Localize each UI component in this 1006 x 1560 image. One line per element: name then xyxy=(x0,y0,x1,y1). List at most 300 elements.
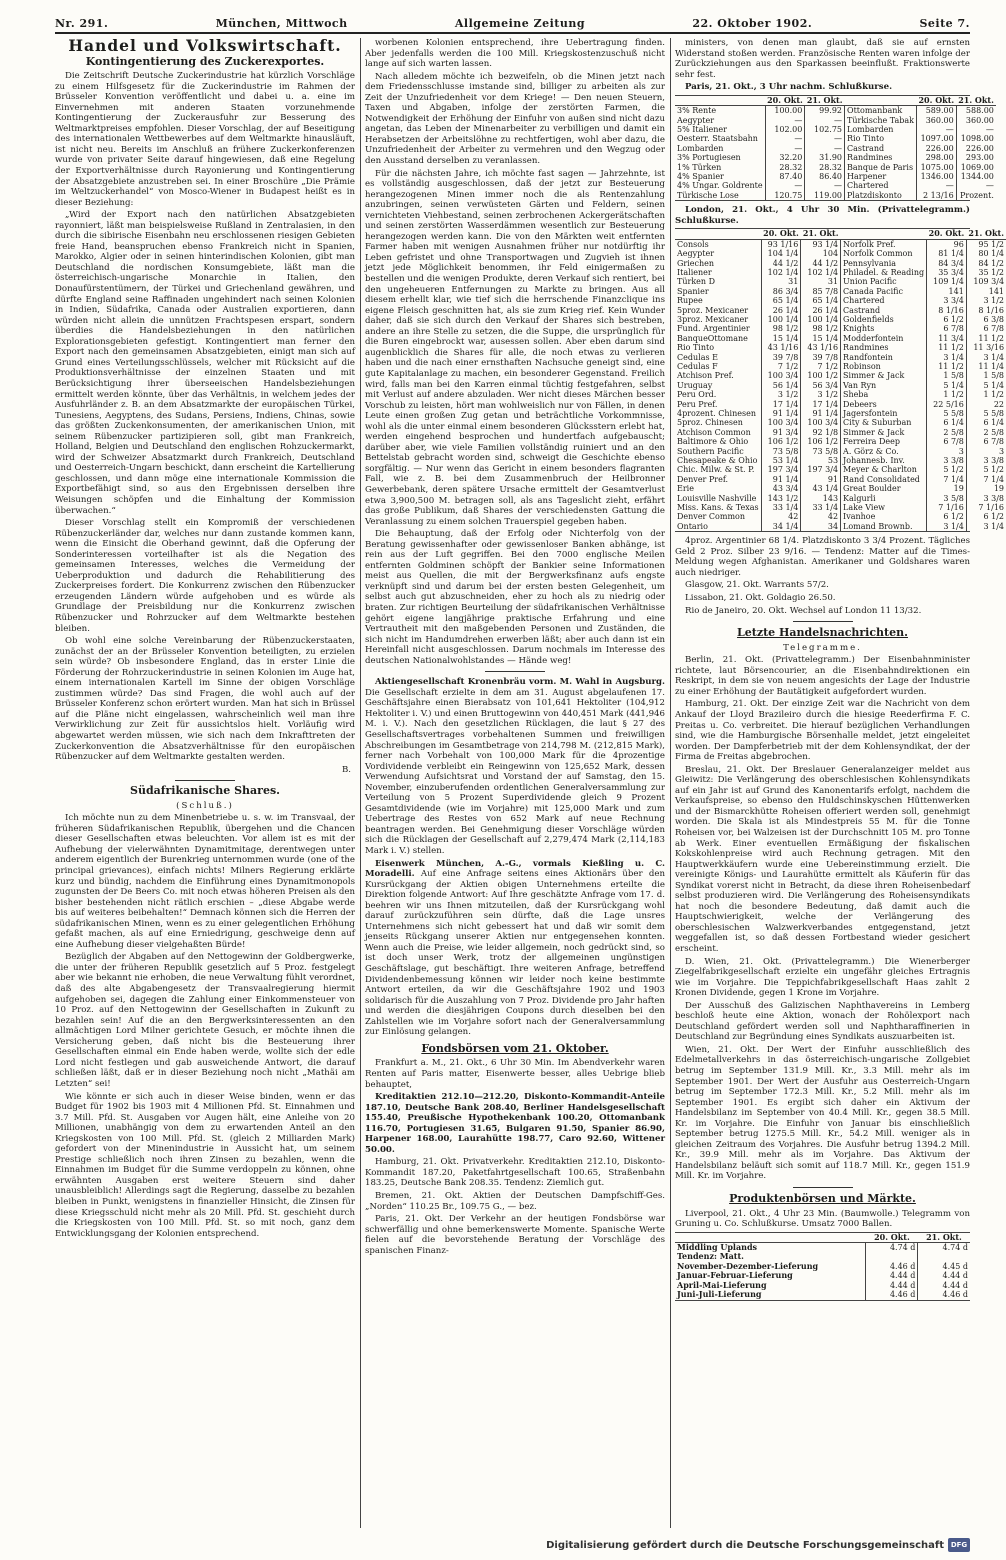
company-notice xyxy=(365,677,665,856)
article-title: Fondsbörsen vom 21. Oktober. xyxy=(421,1041,609,1055)
table-cell: Harpener xyxy=(845,172,917,181)
table-cell: 80 1/4 xyxy=(966,249,1006,258)
table-cell: 43 1/16 xyxy=(761,343,801,352)
article-body xyxy=(365,38,665,666)
paragraph: D. Wien, 21. Okt. (Privattelegramm.) Die Wienerberger Ziegelfabrikgesellschaft erzielte ein ungefähr gleiches Ertragnis wie im Vorjahre. Die Teppichfabrikgesellschaft Haas zahlt 2 Kronen Dividende, gegen 1 Krone im Vorjahre. xyxy=(675,956,970,999)
table-cell: 85 7/8 xyxy=(801,287,841,296)
table-cell: Türkische Lose xyxy=(677,190,739,200)
table-cell: 3 1/4 xyxy=(927,353,967,362)
table-cell: Denver Common xyxy=(677,512,745,522)
table-cell: 102.75 xyxy=(805,125,845,134)
column-header: 21. Okt. xyxy=(802,228,839,239)
notice-text: Auf eine Anfrage seitens eines Aktionärs über den Kursrückgang der Aktien obigen Unternehmens erteilte die Direktion folgende Antwort: Auf Ihre geschätzte Anfrage vom 17. d. beehren wir uns Ihnen mitzuteilen, daß der Kursrückgang wohl darauf zurückzuführen sein dürfte, daß die Lage unsres Unternehmens sich nicht gebessert hat und daß wir somit dem jenseits Rückgang unserer Aktien nur entgegensehen konnten. Wenn auch die Preise, wie leider allgemein, noch gedrückt sind, so ist doch unser Werk, trotz der allgemeinen ungünstigen Geschäftslage, gut beschäftigt. Ihre weiteren Anfrage, betreffend Dividendenbemessung können wir leider noch keine bestimmte Antwort erteilen, da wir die Geschäftsjahre 1902 und 1903 solidarisch für die Auszahlung von 7 Proz. Dividende pro Jahr haften und werden die diesjährigen Coupons durch dieselben bei den Zahlstellen wie im Vorjahre sofort nach der Generalversammlung zur Einlösung gelangen. xyxy=(365,869,665,1038)
table-cell: Januar-Februar-Lieferung xyxy=(677,1270,793,1281)
table-cell: 84 1/2 xyxy=(966,259,1006,268)
article-body xyxy=(55,813,355,1239)
market-report: Rio de Janeiro, 20. Okt. Wechsel auf London 11 13/32. xyxy=(685,605,922,616)
article-title: Kontingentierung des Zuckerexportes. xyxy=(85,54,325,68)
table-cell: Meyer & Charlton xyxy=(841,465,927,474)
table-row xyxy=(675,287,1006,296)
table-cell: 44 1/2 xyxy=(761,259,801,268)
table-cell: 73 5/8 xyxy=(801,447,841,456)
paragraph: Ob wohl eine solche Vereinbarung der Rübenzuckerstaaten, zunächst der an der Brüsseler Konvention beteiligten, zu erzielen sein würde? Ob insbesondere England, das in erster Linie die Förderung der Rohrzuckerindustrie in seinen Kolonien im Auge hat, einem internationalen Kartell im Sinne der obigen Vorschläge zustimmen würde? Das sind Fragen, die wohl auch auf der Brüsseler Konferenz schon erörtert wurden. Man hat sich in Brüssel auf die Pläne nicht eingelassen, wahrscheinlich weil man ihre Verwirklichung zur Zeit für aussichtslos hielt. Vorläufig wird abgewartet werden müssen, wie sich nach dem Inkrafttreten der Zuckerkonvention die Absatzverhältnisse für den europäischen Rübenzucker auf dem Weltmarkte gestalten werden. xyxy=(55,636,355,763)
table-cell: Southern Pacific xyxy=(677,446,744,456)
article-body xyxy=(55,71,355,763)
table-cell: 4.44 d xyxy=(918,1281,970,1290)
table-cell: 11 1/2 xyxy=(927,343,967,352)
table-row xyxy=(675,484,1006,493)
table-cell: 26 1/4 xyxy=(761,306,801,315)
table-cell: Peru Pref. xyxy=(677,399,718,409)
paragraph: Nach alledem möchte ich bezweifeln, ob die Minen jetzt nach dem Friedensschlusse imstande sind, billiger zu arbeiten als zur Zeit der Unzufriedenheit vor dem Kriege! — Den neuen Steuern, Taxen und Abgaben, infolge der zerstörten Farmen, die Notwendigkeit der Erhöhung der Einfuhr von außen sind nicht dazu angetan, das Leben der Minenarbeiter zu verbilligen und damit ein Herabsetzen der Arbeitslöhne zu rechtfertigen, wohl aber dazu, die Unzufriedenheit der Arbeiter zu vermehren und den Wegzug oder den Ausstand derselben zu veranlassen. xyxy=(365,71,665,167)
table-cell: 81 1/4 xyxy=(927,249,967,258)
table-cell: Chartered xyxy=(845,181,917,190)
table-cell: 3 1/2 xyxy=(966,296,1006,305)
table-cell: 1069.00 xyxy=(956,163,996,172)
article-title: Letzte Handelsnachrichten. xyxy=(737,626,908,640)
table-cell: 32.20 xyxy=(765,153,805,162)
table-cell: 141 xyxy=(966,287,1006,296)
table-cell: 84 3/4 xyxy=(927,259,967,268)
table-cell: 5% Italiener xyxy=(677,124,727,134)
paper-name: Allgemeine Zeitung xyxy=(454,17,586,30)
table-cell: 6 7/8 xyxy=(966,324,1006,333)
table-cell: Lombarden xyxy=(677,143,724,153)
table-cell: 96 xyxy=(927,239,967,249)
table-cell: 360.00 xyxy=(956,116,996,125)
table-row xyxy=(675,334,1006,343)
table-cell: 298.00 xyxy=(916,153,956,162)
table-cell: 109 1/4 xyxy=(927,277,967,286)
table-cell: Chartered xyxy=(841,296,927,305)
table-cell: 4.74 d xyxy=(866,1243,918,1253)
table-cell: 22 xyxy=(966,400,1006,409)
table-cell: 143 1/2 xyxy=(761,494,801,503)
table-cell xyxy=(866,1252,918,1261)
table-row xyxy=(675,268,1006,277)
table-row xyxy=(675,296,1006,305)
cotton-quotes-table xyxy=(675,1232,970,1301)
table-cell: 19 xyxy=(966,484,1006,493)
table-cell: 33 1/4 xyxy=(801,503,841,512)
table-cell: — xyxy=(765,116,805,125)
table-cell: 3 3/8 xyxy=(966,494,1006,503)
table-cell: Oesterr. Staatsbahn xyxy=(677,134,758,144)
table-cell: Rand Consolidated xyxy=(841,475,927,484)
table-cell: 7 1/2 xyxy=(801,362,841,371)
masthead xyxy=(55,14,970,34)
table-cell: 31.90 xyxy=(805,153,845,162)
table-row xyxy=(675,428,1006,437)
table-cell: 3 3/8 xyxy=(966,456,1006,465)
table-row xyxy=(675,390,1006,399)
table-row xyxy=(675,343,1006,352)
table-cell: 1344.00 xyxy=(956,172,996,181)
paragraph: Bezüglich der Abgaben auf den Nettogewinn der Goldbergwerke, die unter der früheren Republik gesetzlich auf 5 Proz. festgelegt aber wie bekannt nie erhoben, die neue Verwaltung fühlt verordnet, daß des alte Abgabengesetz der Transvaalregierung hiermit aufgehoben sei, dagegen die Zahlung einer Einkommensteuer von 10 Proz. auf den Nettogewinn der Gesellschaften in Zukunft zu bezahlen sein! Auf die an den Bergwerksinteressenten an den allmächtigen Lord Milner gerichtete Gesuch, er möchte ihnen die Versicherung geben, daß nicht bis die Besteuerung ihrer Gesellschaften einmal ein Ende haben werde, wollte sich der edle Lord nicht festlegen und gab ausweichende Antwort, die darauf schließen läßt, daß er in dieser Beziehung noch nicht „Mathäi am Letzten“ sei! xyxy=(55,952,355,1089)
table-cell: November-Dezember-Lieferung xyxy=(677,1260,819,1271)
exchange-heading: London, 21. Okt., 4 Uhr 30 Min. (Privattelegramm.) Schlußkurse. xyxy=(675,205,970,226)
divider xyxy=(485,671,545,672)
table-row xyxy=(675,315,1006,324)
table-cell: 11 3/16 xyxy=(966,343,1006,352)
table-cell: 7 1/4 xyxy=(927,475,967,484)
table-header-row xyxy=(675,96,996,106)
table-cell: Robinson xyxy=(841,362,927,371)
table-cell: Middling Uplands xyxy=(677,1242,758,1253)
table-cell: 4.44 d xyxy=(866,1281,918,1290)
table-cell: Juni-Juli-Lieferung xyxy=(677,1289,762,1300)
table-cell: Randmines xyxy=(845,153,917,162)
table-row xyxy=(675,371,1006,380)
table-cell: 293.00 xyxy=(956,153,996,162)
table-cell: 6 1/2 xyxy=(927,512,967,521)
article-body xyxy=(675,655,970,1182)
table-cell: 19 xyxy=(927,484,967,493)
table-cell: 7 1/16 xyxy=(927,503,967,512)
table-cell: 1 1/2 xyxy=(927,390,967,399)
exchange-heading: Paris, 21. Okt., 3 Uhr nachm. Schlußkurse. xyxy=(685,82,893,93)
table-row xyxy=(675,353,1006,362)
column-rule xyxy=(360,38,361,1528)
table-cell: Rio Tinto xyxy=(845,134,917,143)
notice-text: Die Gesellschaft erzielte in dem am 31. August abgelaufenen 17. Geschäftsjahre einen Bierabsatz von 101,641 Hektoliter (104,912 Hektoliter i. V.) und einen Bruttogewinn von 440,451 Mark (441,946 M. i. V.). Nach den gesetzlichen Rücklagen, die laut § 27 des Gesellschaftsvertrages vorbehaltenen Summen und freiwilligen Abschreibungen im Gesamtbetrage von 214,798 M. (212,815 Mark), ferner nach Vorbehalt von 100,000 Mark für die 4prozentige Vordividende verbleibt ein Reingewinn von 125,652 Mark, dessen Verwendung Aufsichtsrat und Vorstand der auf Samstag, den 15. November, einzuberufenden ordentlichen Generalversammlung zur Verteilung von 5 Prozent Superdividende gleich 9 Prozent Gesamtdividende (wie im Vorjahre) mit 125,000 Mark und zum Uebertrage des Restes von 652 Mark auf neue Rechnung beantragen werden. Bei Genehmigung dieser Vorschläge würden sich die Rücklagen der Gesellschaft auf 2,279,474 Mark (2,114,183 Mark i. V.) stellen. xyxy=(365,687,665,857)
table-row xyxy=(675,172,996,181)
table-cell: Simmer & Jack xyxy=(841,371,927,380)
table-cell: Chesapeake & Ohio xyxy=(677,456,758,466)
table-cell: 3 xyxy=(927,447,967,456)
table-cell: — xyxy=(765,144,805,153)
table-cell: 3 3/4 xyxy=(927,296,967,305)
table-row xyxy=(675,400,1006,409)
table-cell: 6 1/2 xyxy=(927,315,967,324)
table-cell: 65 1/4 xyxy=(761,296,801,305)
table-cell: 34 1/4 xyxy=(761,522,801,531)
column-3 xyxy=(675,38,1005,1528)
table-row xyxy=(675,239,1006,249)
table-cell: 39 7/8 xyxy=(761,353,801,362)
table-cell: 6 3/8 xyxy=(966,315,1006,324)
table-header-row xyxy=(675,1233,970,1243)
table-cell: 17 1/4 xyxy=(801,400,841,409)
table-cell: 100 3/4 xyxy=(761,371,801,380)
table-cell: Erie xyxy=(677,484,694,494)
table-row xyxy=(675,144,996,153)
table-row xyxy=(675,494,1006,503)
table-cell: — xyxy=(956,181,996,190)
paris-quotes-table xyxy=(675,94,994,201)
digitization-footer xyxy=(546,1538,970,1552)
table-cell: Jagersfontein xyxy=(841,409,927,418)
table-cell: 3% Rente xyxy=(677,106,717,116)
table-row xyxy=(675,437,1006,446)
table-cell: Lombarden xyxy=(845,125,917,134)
table-cell: 6 7/8 xyxy=(966,437,1006,446)
table-cell: Rio Tinto xyxy=(677,343,715,353)
table-cell: 5 1/2 xyxy=(927,465,967,474)
table-cell: 197 3/4 xyxy=(801,465,841,474)
table-cell: Johannesb. Inv. xyxy=(841,456,927,465)
market-report: Glasgow, 21. Okt. Warrants 57/2. xyxy=(685,580,829,591)
table-cell: Türkische Tabak xyxy=(845,116,917,125)
table-cell: 53 1/4 xyxy=(761,456,801,465)
table-cell: 589.00 xyxy=(916,106,956,116)
table-cell: 93 1/4 xyxy=(801,239,841,249)
table-row xyxy=(675,409,1006,418)
notice-title: Aktiengesellschaft Kronenbräu vorm. M. Wahl in Augsburg. xyxy=(375,677,665,688)
table-cell: Miss. Kans. & Texas xyxy=(677,503,759,513)
table-cell: 22 5/16 xyxy=(927,400,967,409)
table-cell: Consols xyxy=(677,239,709,249)
table-cell: 92 1/8 xyxy=(801,428,841,437)
table-cell: Modderfontein xyxy=(841,334,927,343)
table-cell: 4.44 d xyxy=(918,1271,970,1280)
column-header: 20. Okt. xyxy=(866,1233,918,1243)
table-cell: 5proz. Chinesen xyxy=(677,418,743,428)
table-cell: 102 1/4 xyxy=(801,268,841,277)
article-subtitle: Telegramme. xyxy=(783,642,862,653)
table-cell: Rupee xyxy=(677,296,703,306)
table-cell: Norfolk Pref. xyxy=(841,239,927,249)
table-cell: Simmer & Jack xyxy=(841,428,927,437)
table-cell: Spanier xyxy=(677,286,709,296)
table-cell: 1% Türken xyxy=(677,162,722,172)
table-cell: Randmines xyxy=(841,343,927,352)
table-cell: Atchison Pref. xyxy=(677,371,734,381)
table-cell: Lomand Brownb. xyxy=(841,522,927,531)
column-header: 21. Okt. xyxy=(806,94,843,105)
table-row xyxy=(675,181,996,190)
table-cell: Baltimore & Ohio xyxy=(677,437,749,447)
table-cell: 91 1/4 xyxy=(761,475,801,484)
table-cell: 33 1/4 xyxy=(761,503,801,512)
table-cell: 102 1/4 xyxy=(761,268,801,277)
market-report: Lissabon, 21. Okt. Goldagio 26.50. xyxy=(685,593,836,604)
table-cell: 26 1/4 xyxy=(801,306,841,315)
table-cell: 5 5/8 xyxy=(927,409,967,418)
table-cell: Louisville Nashville xyxy=(677,493,757,503)
column-1 xyxy=(55,38,355,1528)
table-row xyxy=(675,125,996,134)
paragraph: Der Ausschuß des Galizischen Naphthavereins in Lemberg beschloß heute eine Aktion, wonach der Rohölexport nach Deutschland gefördert werden soll und Naphtharaffinerien in Deutschland zur Begründung eines Syndikats auszuarbeiten ist. xyxy=(675,1000,970,1043)
table-cell: 143 xyxy=(801,494,841,503)
table-cell: 35 1/2 xyxy=(966,268,1006,277)
table-row xyxy=(675,134,996,143)
table-cell: 3 xyxy=(966,447,1006,456)
table-cell: 99.92 xyxy=(805,106,845,116)
table-cell xyxy=(918,1252,970,1261)
table-cell: Banque de Paris xyxy=(845,163,917,172)
dfg-logo-icon: DFG xyxy=(948,1538,970,1552)
table-cell: 3 1/2 xyxy=(801,390,841,399)
table-cell: 5 5/8 xyxy=(966,409,1006,418)
table-cell: 93 1/16 xyxy=(761,239,801,249)
table-cell: 226.00 xyxy=(956,144,996,153)
article-title: Produktenbörsen und Märkte. xyxy=(729,1192,916,1206)
table-cell: 3 3/8 xyxy=(927,456,967,465)
table-cell: — xyxy=(805,134,845,143)
table-cell: 39 7/8 xyxy=(801,353,841,362)
table-cell: A. Görz & Co. xyxy=(841,447,927,456)
table-cell: 15 1/4 xyxy=(801,334,841,343)
table-cell: 1097.00 xyxy=(916,134,956,143)
table-row xyxy=(675,512,1006,521)
paragraph: Wie könnte er sich auch in dieser Weise binden, wenn er das Budget für 1902 bis 1903 mit 4 Millionen Pfd. St. Einnahmen und 3.7 Mill. Pfd. St. Ausgaben vor Augen hält, eine Anleihe von 20 Millionen, unabhängig von dem zu erwartenden Anteil an den Kriegskosten von 100 Mill. Pfd. St. (gleich 2 Milliarden Mark) gefordert von der Minenindustrie in Aussicht hat, um seinem Prestige schließlich noch ihren Zinsen zu bezahlen, wenn die Einnahmen im Budget für die Summe verdoppeln zu können, ohne erwähnten Ausgaben erst weitere Steuern sind daher unausbleiblich! Allerdings sagt die Regierung, dasselbe zu bezahlen bleiben in Punkt, wenigstens in finanzieller Hinsicht, die Zinsen für diese Kriegsschuld nicht mehr als 20 Mill. Pfd. St. geschieht durch die Kriegskosten von 100 Mill. Pfd. St. so mit noch, ganz dem Entwicklungsgang der Kolonien entsprechend. xyxy=(55,1091,355,1239)
table-cell: Canada Pacific xyxy=(841,287,927,296)
table-cell: 5 1/4 xyxy=(927,381,967,390)
table-cell: Platzdiskonto xyxy=(845,191,917,200)
table-cell: Sheba xyxy=(841,390,927,399)
table-cell: Prozent. xyxy=(956,191,996,200)
table-cell: 106 1/2 xyxy=(801,437,841,446)
section-title: Handel und Volkswirtschaft. xyxy=(68,36,342,55)
column-header: 21. Okt. xyxy=(958,94,994,105)
table-cell: 28.32 xyxy=(765,163,805,172)
table-row xyxy=(675,191,996,200)
table-cell: — xyxy=(916,181,956,190)
table-cell: — xyxy=(805,144,845,153)
table-cell: 4.46 d xyxy=(866,1262,918,1271)
table-cell: 5 1/2 xyxy=(966,465,1006,474)
table-cell: 17 1/4 xyxy=(761,400,801,409)
table-cell: — xyxy=(805,181,845,190)
table-header-row xyxy=(675,229,1006,239)
column-header: 20. Okt. xyxy=(918,94,955,105)
table-cell: 56 1/4 xyxy=(761,381,801,390)
table-cell: 28.32 xyxy=(805,163,845,172)
table-cell: Aegypter xyxy=(677,249,715,259)
table-cell: 100 3/4 xyxy=(761,418,801,427)
divider xyxy=(793,1187,853,1188)
table-row xyxy=(675,249,1006,258)
table-cell: 1098.00 xyxy=(956,134,996,143)
table-row xyxy=(675,503,1006,512)
issue-date: 22. Oktober 1902. xyxy=(692,17,813,30)
table-cell: 31 xyxy=(801,277,841,286)
market-report: Bremen, 21. Okt. Aktien der Deutschen Dampfschiff-Ges. „Norden“ 110.25 Br., 109.75 G., — bez. xyxy=(365,1190,665,1212)
paragraph: Berlin, 21. Okt. (Privattelegramm.) Der Eisenbahnminister richtete, laut Börsencourier, an die Eisenbahndirektionen ein Reskript, in dem sie von neuem angesichts der Lage der Industrie zu einer Erhöhung der Bautätigkeit aufgefordert wurden. xyxy=(675,655,970,697)
issue-number: Nr. 291. xyxy=(55,17,109,30)
table-cell: 226.00 xyxy=(916,144,956,153)
table-cell: — xyxy=(765,181,805,190)
table-cell: 44 1/2 xyxy=(801,259,841,268)
table-cell: 6 1/2 xyxy=(966,512,1006,521)
table-cell: 4.46 d xyxy=(918,1290,970,1299)
column-2 xyxy=(365,38,665,1528)
table-cell: 98 1/2 xyxy=(801,324,841,333)
table-cell: 56 3/4 xyxy=(801,381,841,390)
table-cell: 7 1/4 xyxy=(966,475,1006,484)
table-cell: 3 1/4 xyxy=(927,522,967,531)
table-cell: 4.74 d xyxy=(918,1243,970,1253)
table-cell: Atchison Common xyxy=(677,427,751,437)
table-cell: Knights xyxy=(841,324,927,333)
table-cell: 6 7/8 xyxy=(927,324,967,333)
table-cell: 91 3/4 xyxy=(761,428,801,437)
table-row xyxy=(675,324,1006,333)
table-cell: 2 13/16 xyxy=(916,191,956,200)
table-cell: 120.75 xyxy=(765,191,805,200)
table-cell: 34 xyxy=(801,522,841,531)
paragraph: Für die nächsten Jahre, ich möchte fast sagen — Jahrzehnte, ist es vollständig ausgeschlossen, daß der jetzt zur Besteuerung herangezogenen Minen immer noch die als Rentenzahlung anzubringen, seinen verwüsteten Gärten und Feldern, seinen vernichteten Viehbestand, seinen zerbrochenen Ackergerätschaften und seinen zerstörten Wasserdämmen wesentlich zur Besteuerung herangezogen werden kann. Die von den Märkten weit entfernten Farmer haben mit wenigen Ausnahmen früher nur notdürftig ihr Leben gefristet und ohne Transportwagen und Zugvieh ist ihnen jetzt jede Möglichkeit benommen, ihr Feld einigermaßen zu bestellen und die wenigen Produkte, deren Verkauf sich rentiert, bei den ungeheueren Entfernungen zu Markte zu bringen. Aus all diesem erhellt klar, wie tief sich die herrschende Finanzclique ins eigene Fleisch geschnitten hat, als sie zum Krieg rief. Kein Wunder daher, daß sie sich durch den Verkauf der Shares sich bestreben, andere an ihre Stelle zu setzen, die die Suppe, die ursprünglich für die Buren eingebrockt war, ausessen sollen. Aber eben darum sind augenblicklich die Shares für alle, die noch etwas zu verlieren haben und die nach einer ernsthaften Nachsuche geneigt sind, eine gute Kapitalanlage zu machen, ein besonderer Gegenstand. Freilich wird, falls man bei den Karren einmal tüchtig festgefahren, selbst mit Verlust auf andere abzuladen. Wer nicht dieses Märchen besser Vorschub zu leisten, hört man wohlweislich nur von Fällen, in denen Leute einen großen Zug getan und beträchtliche Vorkommnisse, wohl als die unter einmal einem besonderen Glücksstern erlebt hat, werden eingehend besprochen und hundertfach aufgebauscht; darüber aber, wie viele Familien vollständig ruiniert und an den Bettelstab gebracht worden sind, schweigt die Geschichte ebenso sorgfältig. — Nur wenn das Gericht in einem besonders flagranten Fall, wie z. B. bei dem Zusammenbruch der Heilbronner Gewerbebank, deren spätere Ursache ermittelt der Gesamtverlust etwa 3,900,500 M. betragen soll, als ans Tageslicht zieht, erfährt das große Publikum, daß Shares der verschiedensten Gattung die Veranlassung zu einem solchen Trauerspiel gegeben haben. xyxy=(365,168,665,527)
table-cell: 35 3/4 xyxy=(927,268,967,277)
table-cell: 4prozent. Chinesen xyxy=(677,409,756,419)
table-cell: 100.00 xyxy=(765,106,805,116)
table-cell: 6 1/4 xyxy=(927,418,967,427)
market-report: 4proz. Argentinier 68 1/4. Platzdiskonto 3 3/4 Prozent. Tägliches Geld 2 Proz. Silber 23 9/16. — Tendenz: Matter auf die Times-Meldung wegen Afghanistan. Amerikaner und Goldshares waren auch niedriger. xyxy=(675,536,970,578)
table-cell: Ivanhoe xyxy=(841,512,927,521)
place-day: München, Mittwoch xyxy=(215,17,348,30)
paragraph: Die Behauptung, daß der Erfolg oder Nichterfolg von der Beratung gewissenhafter oder gewissenloser Banken abhänge, ist rein aus der Luft gegriffen. Bei den 7000 englische Meilen entfernten Goldminen schöpft der Bankier seine Informationen meist aus Quellen, die mit der Bergwerksfinanz aufs engste verknüpft sind und darum bei der ersten besten Gelegenheit, um selbst auch gut abzuschneiden, eher zu hoch als zu niedrig oder braten. Zur richtigen Beurteilung der südafrikanischen Verhältnisse gehört eigene langjährige praktische Erfahrung und eine Vertrautheit mit den maßgebenden Personen und Zuständen, die sich nicht im Handumdrehen erwerben läßt; aber auch dann ist ein Hereinfall nicht ausgeschlossen. Darum nochmals im Interesse des deutschen Nationalwohlstandes — Hände weg! xyxy=(365,529,665,666)
table-cell: Philadel. & Reading xyxy=(841,268,927,277)
table-cell: 11 1/2 xyxy=(966,334,1006,343)
table-cell: Uruguay xyxy=(677,380,713,390)
table-cell: 104 xyxy=(801,249,841,258)
table-row xyxy=(675,362,1006,371)
column-header: 20. Okt. xyxy=(767,94,803,105)
table-cell: 2 5/8 xyxy=(966,428,1006,437)
market-quotes: Kreditaktien 212.10—212.20, Diskonto-Kommandit-Anteile 187.10, Deutsche Bank 208.40, Berliner Handelsgesellschaft 155.40, Preußische Hypothekenbank 100.20, Ottomanbank 116.70, Portugiesen 31.65, Bulgaren 91.50, Spanier 86.90, Harpener 168.00, Laurahütte 198.77, Caro 92.60, Wittener 50.00. xyxy=(365,1092,665,1155)
table-cell: Ottomanbank xyxy=(845,106,917,116)
market-report: Hamburg, 21. Okt. Privatverkehr. Kreditaktien 212.10, Diskonto-Kommandit 187.20, Paketfahrtgesellschaft 100.65, Straßenbahn 183.25, Deutsche Bank 208.35. Tendenz: Ziemlich gut. xyxy=(365,1157,665,1189)
table-cell: 43 1/4 xyxy=(801,484,841,493)
table-cell: 100 1/4 xyxy=(801,315,841,324)
table-cell: 1 5/8 xyxy=(966,371,1006,380)
table-cell: 3proz. Mexicaner xyxy=(677,314,749,324)
table-cell: 11 1/4 xyxy=(966,362,1006,371)
table-cell: Cedulas E xyxy=(677,352,718,362)
table-cell: 86.40 xyxy=(805,172,845,181)
table-cell: 3 1/4 xyxy=(966,353,1006,362)
column-rule xyxy=(670,38,671,1528)
table-row xyxy=(675,418,1006,427)
market-report: Liverpool, 21. Okt., 4 Uhr 23 Min. (Baumwolle.) Telegramm von Gruning u. Co. Schlußkurse. Umsatz 7000 Ballen. xyxy=(675,1208,970,1230)
table-cell: 95 1/2 xyxy=(966,239,1006,249)
table-cell: 7 1/2 xyxy=(761,362,801,371)
table-cell: 42 xyxy=(761,512,801,521)
table-cell: 65 1/4 xyxy=(801,296,841,305)
table-cell: 91 1/4 xyxy=(761,409,801,418)
divider xyxy=(175,780,235,781)
table-row xyxy=(675,306,1006,315)
table-cell: Union Pacific xyxy=(841,277,927,286)
table-cell: 100 1/2 xyxy=(801,371,841,380)
table-cell: 1 5/8 xyxy=(927,371,967,380)
table-cell: 197 3/4 xyxy=(761,465,801,474)
table-cell: 588.00 xyxy=(956,106,996,116)
table-cell: 6 7/8 xyxy=(927,437,967,446)
column-header: 21. Okt. xyxy=(968,228,1005,239)
page-number: Seite 7. xyxy=(919,17,970,30)
table-cell: 73 5/8 xyxy=(761,447,801,456)
table-cell: — xyxy=(956,125,996,134)
article-subtitle: (Schluß.) xyxy=(176,800,234,811)
table-cell: Ferreira Deep xyxy=(841,437,927,446)
paragraph: Breslau, 21. Okt. Der Breslauer Generalanzeiger meldet aus Gleiwitz: Die Verlängerung des oberschlesischen Kohlensyndikats auf ein Jahr ist auf Grund des Kanonentarifs erfolgt, nachdem die Verkaufspreise, so ebenso den Huldschinskyschen Hüttenwerken und der Bismarckhütte Roheisen offeriert werden soll, genehmigt worden. Die Skala ist als Mindestpreis 55 M. für die Tonne Roheisen vor, bei Walzeisen ist der Durchschnitt 105 M. pro Tonne ab Werk. Einer eventuellen Ermäßigung der fiskalischen Kokskohlenpreise wird auch Rechnung getragen. Mit den Hauptwerkkäufern wurde eine Uebereinstimmung erzielt. Die vereinigte Königs- und Laurahütte ermittelt als Käuferin für das Syndikat vorerst nicht in Betracht, da diese ihren Roheisenbedarf selbst produzieren wird. Die Verlängerung des Roheisensyndikats hat noch die besondere Bedeutung, daß damit auch die Hauptschwierigkeit, welche der Verlängerung des oberschlesischen Walzwerkverbandes entgegenstand, jetzt weggefallen ist, so daß dessen Fortbestand wieder gesichert erscheint. xyxy=(675,764,970,954)
table-cell: Castrand xyxy=(845,144,917,153)
table-cell: 1346.00 xyxy=(916,172,956,181)
paragraph: „Wird der Export nach den natürlichen Absatzgebieten rayonniert, läßt man beispielsweise Rußland in Zentralasien, in den durch die sibirische Eisenbahn neu erschlossenen riesigen Gebieten freie Hand, beanspruchen ebenso Frankreich nicht in Spanien, Marokko, Algier oder in seinen hinterindischen Kolonien, gibt man Deutschland die nordischen Konsumgebiete, läßt man die österreichisch-ungarische Monarchie in Italien, den Donaufürstentümern, der Türkei und Griechenland gewähren, und dürfte England seine Raffinaden ungehindert nach seinen Kolonien in Indien, Südafrika, Canada oder Australien exportieren, dann würden nicht allein die unnützen Frachtspesen erspart, sondern überdies die Handelsbeziehungen in den natürlichen Explorationsgebieten gefestigt. Kontingentiert man ferner den Export nach den gemeinsamen Absatzgebieten, einigt man sich auf Grund eines Verteilungsschlüssels, welcher mit Rücksicht auf die Produktionsverhältnisse der einzelnen Staaten und mit Berücksichtigung ihrer überseeischen Handelsbeziehungen ermittelt werden könnte, über das Verhältnis, in welchem jedes der Ausfuhrländer z. B. an dem Absatzmarkte der europäischen Türkei, Tunesiens, Aegyptens, des Sudans, Persiens, Indiens, Chinas, sowie das größten Zuckenkonsumenten, der amerikanischen Union, mit seinem Rübenzucker partizipieren soll, gibt man Frankreich, Holland, Belgien und Deutschland den englischen Rohzuckermarkt, wird der Schweizer Absatzmarkt durch Frankreich, Deutschland und Oesterreich-Ungarn beschickt, dann erscheint die Kartellierung geschlossen, und dann möge eine internationale Kommission die Exportbefähigt sind, so aus den Ergebnissen derselben ihre Weisungen schöpfen und die Einhaltung der Kommission überwachen.“ xyxy=(55,210,355,516)
table-cell: 3 1/4 xyxy=(966,522,1006,531)
table-cell: Ontario xyxy=(677,521,708,531)
table-row xyxy=(675,277,1006,286)
market-report: Paris, 21. Okt. Der Verkehr an der heutigen Fondsbörse war schwerfällig und ohne bemerkenswerte Momente. Spanische Werte fielen auf die bevorstehende Beratung der Vorschläge des spanischen Finanz- xyxy=(365,1214,665,1256)
table-cell: 119.00 xyxy=(805,191,845,200)
table-cell: 53 xyxy=(801,456,841,465)
table-row xyxy=(675,106,996,116)
table-cell: Norfolk Common xyxy=(841,249,927,258)
table-cell: 8 1/16 xyxy=(966,306,1006,315)
table-row xyxy=(675,163,996,172)
